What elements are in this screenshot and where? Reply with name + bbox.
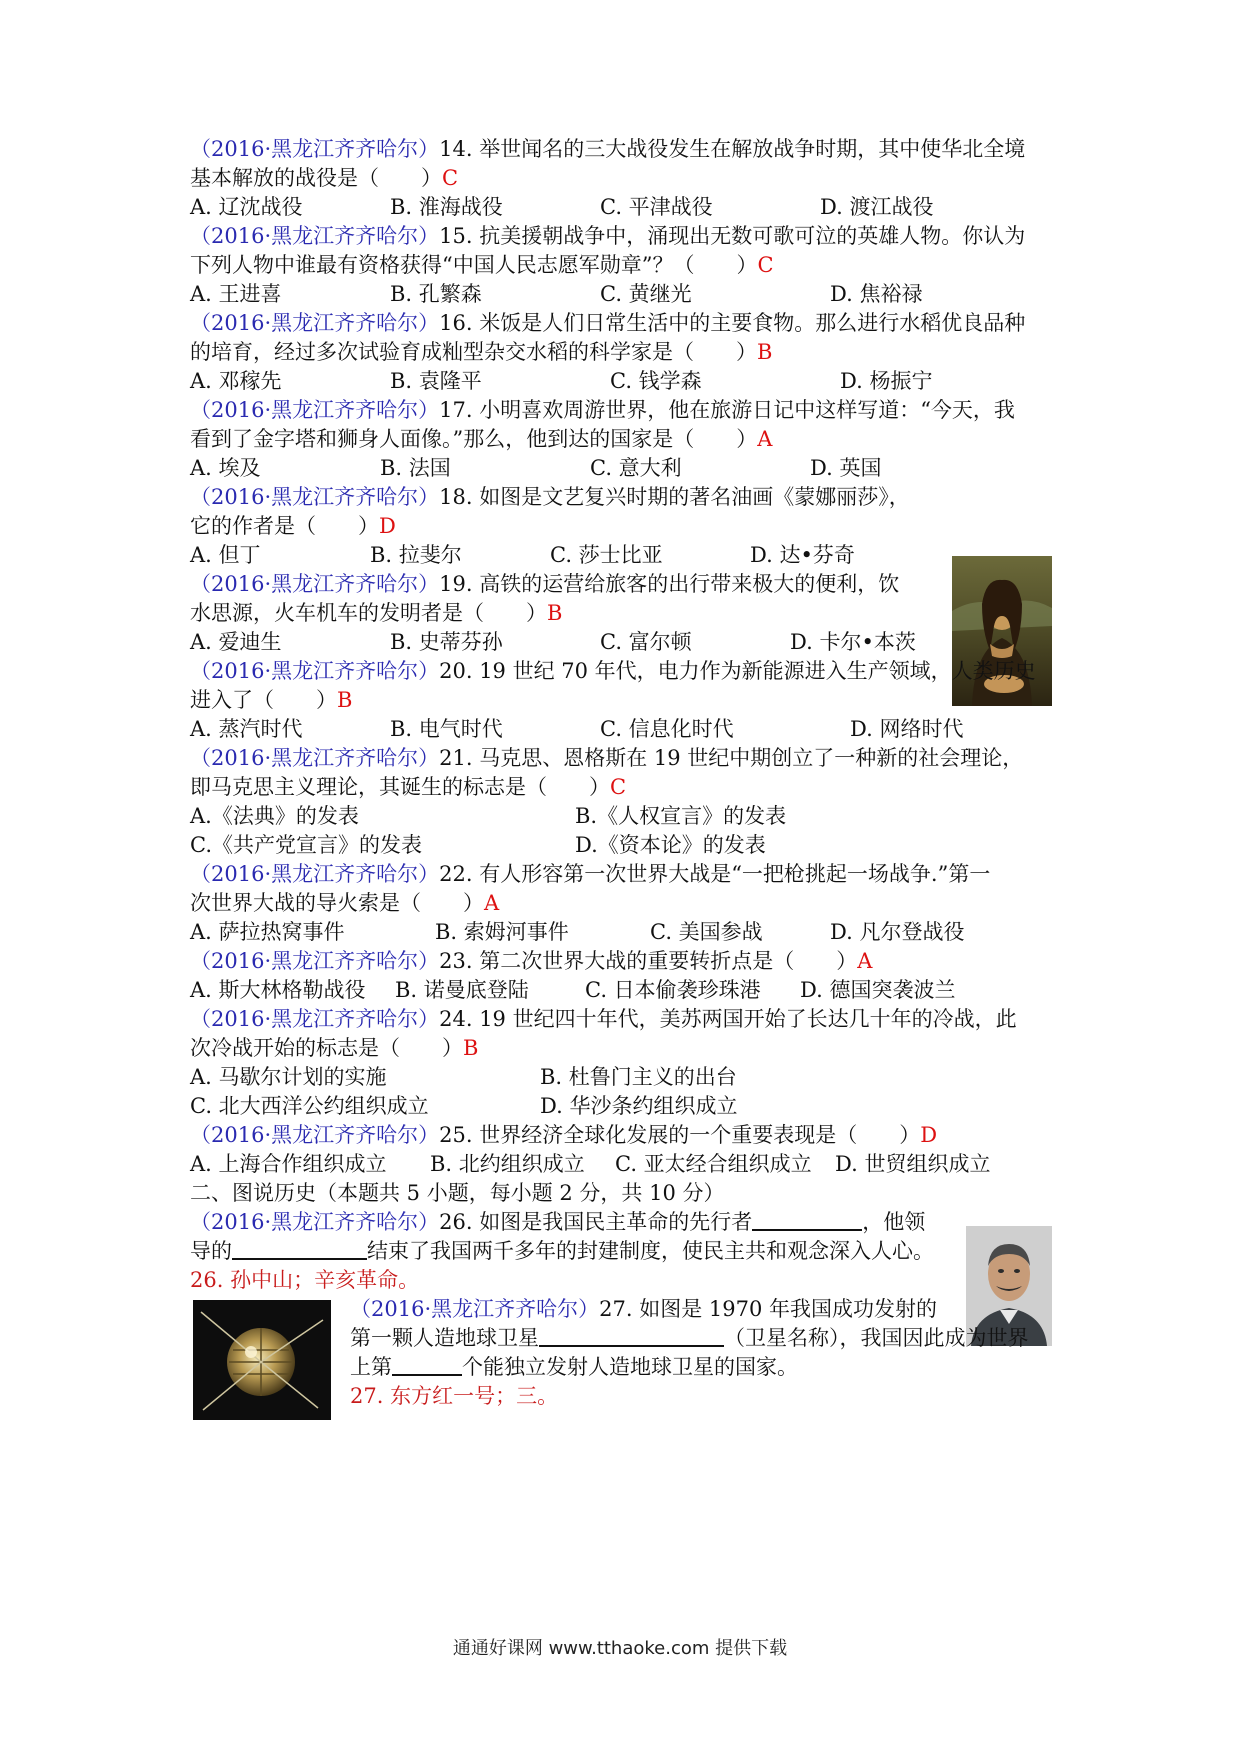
q14-option-d: D. 渡江战役 (820, 195, 934, 219)
q26-line1: （2016·黑龙江齐齐哈尔）26. 如图是我国民主革命的先行者 ，他领 (190, 1207, 925, 1237)
q22-line1: （2016·黑龙江齐齐哈尔）22. 有人形容第一次世界大战是“一把枪挑起一场战争.”第一 (190, 862, 991, 886)
q26-source: （2016·黑龙江齐齐哈尔） (190, 1210, 440, 1234)
q17-option-c: C. 意大利 (590, 456, 682, 480)
q17-option-a: A. 埃及 (190, 456, 261, 480)
q18-option-a: A. 但丁 (190, 543, 261, 567)
q24-source: （2016·黑龙江齐齐哈尔） (190, 1007, 440, 1031)
q22-source: （2016·黑龙江齐齐哈尔） (190, 862, 440, 886)
q21-line2: 即马克思主义理论，其诞生的标志是（ ）C (190, 775, 627, 799)
q16-line1: （2016·黑龙江齐齐哈尔）16. 米饭是人们日常生活中的主要食物。那么进行水稻优良品种 (190, 311, 1026, 335)
q19-line1: （2016·黑龙江齐齐哈尔）19. 高铁的运营给旅客的出行带来极大的便利，饮 (190, 572, 900, 596)
q21-answer: C (610, 775, 627, 799)
q17-line1: （2016·黑龙江齐齐哈尔）17. 小明喜欢周游世界，他在旅游日记中这样写道：“今天，我 (190, 398, 1015, 422)
q27-line2: 第一颗人造地球卫星 （卫星名称），我国因此成为世界 (350, 1323, 1029, 1353)
q25-option-b: B. 北约组织成立 (430, 1152, 585, 1176)
q15-option-a: A. 王进喜 (190, 282, 282, 306)
q14-line2: 基本解放的战役是（ ）C (190, 166, 459, 190)
q21-option-d: D.《资本论》的发表 (575, 833, 766, 857)
q25-source: （2016·黑龙江齐齐哈尔） (190, 1123, 440, 1147)
q25-option-c: C. 亚太经合组织成立 (615, 1152, 812, 1176)
q15-option-b: B. 孔繁森 (390, 282, 482, 306)
q19-source: （2016·黑龙江齐齐哈尔） (190, 572, 440, 596)
q16-option-a: A. 邓稼先 (190, 369, 282, 393)
q18-option-b: B. 拉斐尔 (370, 543, 462, 567)
q24-option-b: B. 杜鲁门主义的出台 (540, 1065, 737, 1089)
q18-option-d: D. 达•芬奇 (750, 543, 855, 567)
q15-answer: C (757, 253, 774, 277)
q18-option-c: C. 莎士比亚 (550, 543, 663, 567)
q26-blank-2 (232, 1236, 367, 1260)
q27-blank-2 (392, 1352, 462, 1376)
q21-line1: （2016·黑龙江齐齐哈尔）21. 马克思、恩格斯在 19 世纪中期创立了一种新的社会理论， (190, 746, 1024, 770)
q20-option-d: D. 网络时代 (850, 717, 964, 741)
q23-answer: A (857, 949, 873, 973)
q14-option-b: B. 淮海战役 (390, 195, 503, 219)
q23-source: （2016·黑龙江齐齐哈尔） (190, 949, 440, 973)
q16-answer: B (757, 340, 773, 364)
q22-option-a: A. 萨拉热窝事件 (190, 920, 345, 944)
q16-source: （2016·黑龙江齐齐哈尔） (190, 311, 440, 335)
q21-source: （2016·黑龙江齐齐哈尔） (190, 746, 440, 770)
q24-option-a: A. 马歇尔计划的实施 (190, 1065, 387, 1089)
q18-answer: D (379, 514, 396, 538)
q17-option-d: D. 英国 (810, 456, 882, 480)
q18-line2: 它的作者是（ ）D (190, 514, 396, 538)
q15-line2: 下列人物中谁最有资格获得“中国人民志愿军勋章”？（ ）C (190, 253, 774, 277)
q26-line2: 导的 结束了我国两千多年的封建制度，使民主共和观念深入人心。 (190, 1236, 934, 1266)
q20-option-c: C. 信息化时代 (600, 717, 734, 741)
q26-blank-1 (752, 1207, 862, 1231)
q14-source: （2016·黑龙江齐齐哈尔） (190, 137, 440, 161)
q21-option-b: B.《人权宣言》的发表 (575, 804, 787, 828)
q17-source: （2016·黑龙江齐齐哈尔） (190, 398, 440, 422)
q27-blank-1 (539, 1323, 724, 1347)
q22-option-c: C. 美国参战 (650, 920, 763, 944)
q20-line2: 进入了（ ）B (190, 688, 353, 712)
q19-option-c: C. 富尔顿 (600, 630, 692, 654)
q27-line1: （2016·黑龙江齐齐哈尔）27. 如图是 1970 年我国成功发射的 (350, 1297, 937, 1321)
q21-option-c: C.《共产党宣言》的发表 (190, 833, 422, 857)
q16-option-c: C. 钱学森 (610, 369, 702, 393)
q17-option-b: B. 法国 (380, 456, 451, 480)
q27-line3: 上第 个能独立发射人造地球卫星的国家。 (350, 1352, 798, 1382)
page-footer: 通通好课网 www.tthaoke.com 提供下载 (452, 1638, 788, 1659)
q25-line1: （2016·黑龙江齐齐哈尔）25. 世界经济全球化发展的一个重要表现是（ ）D (190, 1123, 938, 1147)
q25-option-a: A. 上海合作组织成立 (190, 1152, 387, 1176)
q20-answer: B (337, 688, 353, 712)
q24-option-c: C. 北大西洋公约组织成立 (190, 1094, 429, 1118)
q18-line1: （2016·黑龙江齐齐哈尔）18. 如图是文艺复兴时期的著名油画《蒙娜丽莎》， (190, 485, 910, 509)
q15-source: （2016·黑龙江齐齐哈尔） (190, 224, 440, 248)
q22-option-d: D. 凡尔登战役 (830, 920, 965, 944)
q27-source: （2016·黑龙江齐齐哈尔） (350, 1297, 600, 1321)
q15-line1: （2016·黑龙江齐齐哈尔）15. 抗美援朝战争中，涌现出无数可歌可泣的英雄人物。你认为 (190, 224, 1026, 248)
q16-option-b: B. 袁隆平 (390, 369, 482, 393)
q17-answer: A (757, 427, 773, 451)
q18-source: （2016·黑龙江齐齐哈尔） (190, 485, 440, 509)
q20-line1: （2016·黑龙江齐齐哈尔）20. 19 世纪 70 年代，电力作为新能源进入生产领域，人类历史 (190, 659, 1036, 683)
q25-answer: D (920, 1123, 938, 1147)
q23-option-c: C. 日本偷袭珍珠港 (585, 978, 761, 1002)
section2-heading: 二、图说历史（本题共 5 小题，每小题 2 分，共 10 分） (190, 1181, 725, 1205)
q17-line2: 看到了金字塔和狮身人面像。”那么，他到达的国家是（ ）A (190, 427, 773, 451)
q16-line2: 的培育，经过多次试验育成籼型杂交水稻的科学家是（ ）B (190, 340, 773, 364)
q14-line1: （2016·黑龙江齐齐哈尔）14. 举世闻名的三大战役发生在解放战争时期，其中使华北全境 (190, 137, 1026, 161)
q15-option-c: C. 黄继光 (600, 282, 692, 306)
satellite-image (193, 1300, 331, 1420)
q19-line2: 水思源，火车机车的发明者是（ ）B (190, 601, 563, 625)
q22-line2: 次世界大战的导火索是（ ）A (190, 891, 500, 915)
q23-option-a: A. 斯大林格勒战役 (190, 978, 366, 1002)
q23-option-d: D. 德国突袭波兰 (800, 978, 956, 1002)
q21-option-a: A.《法典》的发表 (190, 804, 359, 828)
q22-answer: A (484, 891, 500, 915)
q14-answer: C (442, 166, 459, 190)
q14-option-a: A. 辽沈战役 (190, 195, 303, 219)
q22-option-b: B. 索姆河事件 (435, 920, 569, 944)
q23-option-b: B. 诺曼底登陆 (395, 978, 529, 1002)
q19-option-a: A. 爱迪生 (190, 630, 282, 654)
q19-option-d: D. 卡尔•本茨 (790, 630, 916, 654)
q15-option-d: D. 焦裕禄 (830, 282, 923, 306)
q20-source: （2016·黑龙江齐齐哈尔） (190, 659, 440, 683)
q27-answer: 27. 东方红一号；三。 (350, 1384, 559, 1408)
q25-option-d: D. 世贸组织成立 (835, 1152, 991, 1176)
q20-option-b: B. 电气时代 (390, 717, 503, 741)
q24-line1: （2016·黑龙江齐齐哈尔）24. 19 世纪四十年代，美苏两国开始了长达几十年的冷战，此 (190, 1007, 1017, 1031)
q23-line1: （2016·黑龙江齐齐哈尔）23. 第二次世界大战的重要转折点是（ ）A (190, 949, 873, 973)
q19-option-b: B. 史蒂芬孙 (390, 630, 503, 654)
q16-option-d: D. 杨振宁 (840, 369, 933, 393)
q14-option-c: C. 平津战役 (600, 195, 713, 219)
q20-option-a: A. 蒸汽时代 (190, 717, 303, 741)
q24-option-d: D. 华沙条约组织成立 (540, 1094, 738, 1118)
q24-line2: 次冷战开始的标志是（ ）B (190, 1036, 479, 1060)
q24-answer: B (463, 1036, 479, 1060)
q26-answer: 26. 孙中山；辛亥革命。 (190, 1268, 420, 1292)
q19-answer: B (547, 601, 563, 625)
